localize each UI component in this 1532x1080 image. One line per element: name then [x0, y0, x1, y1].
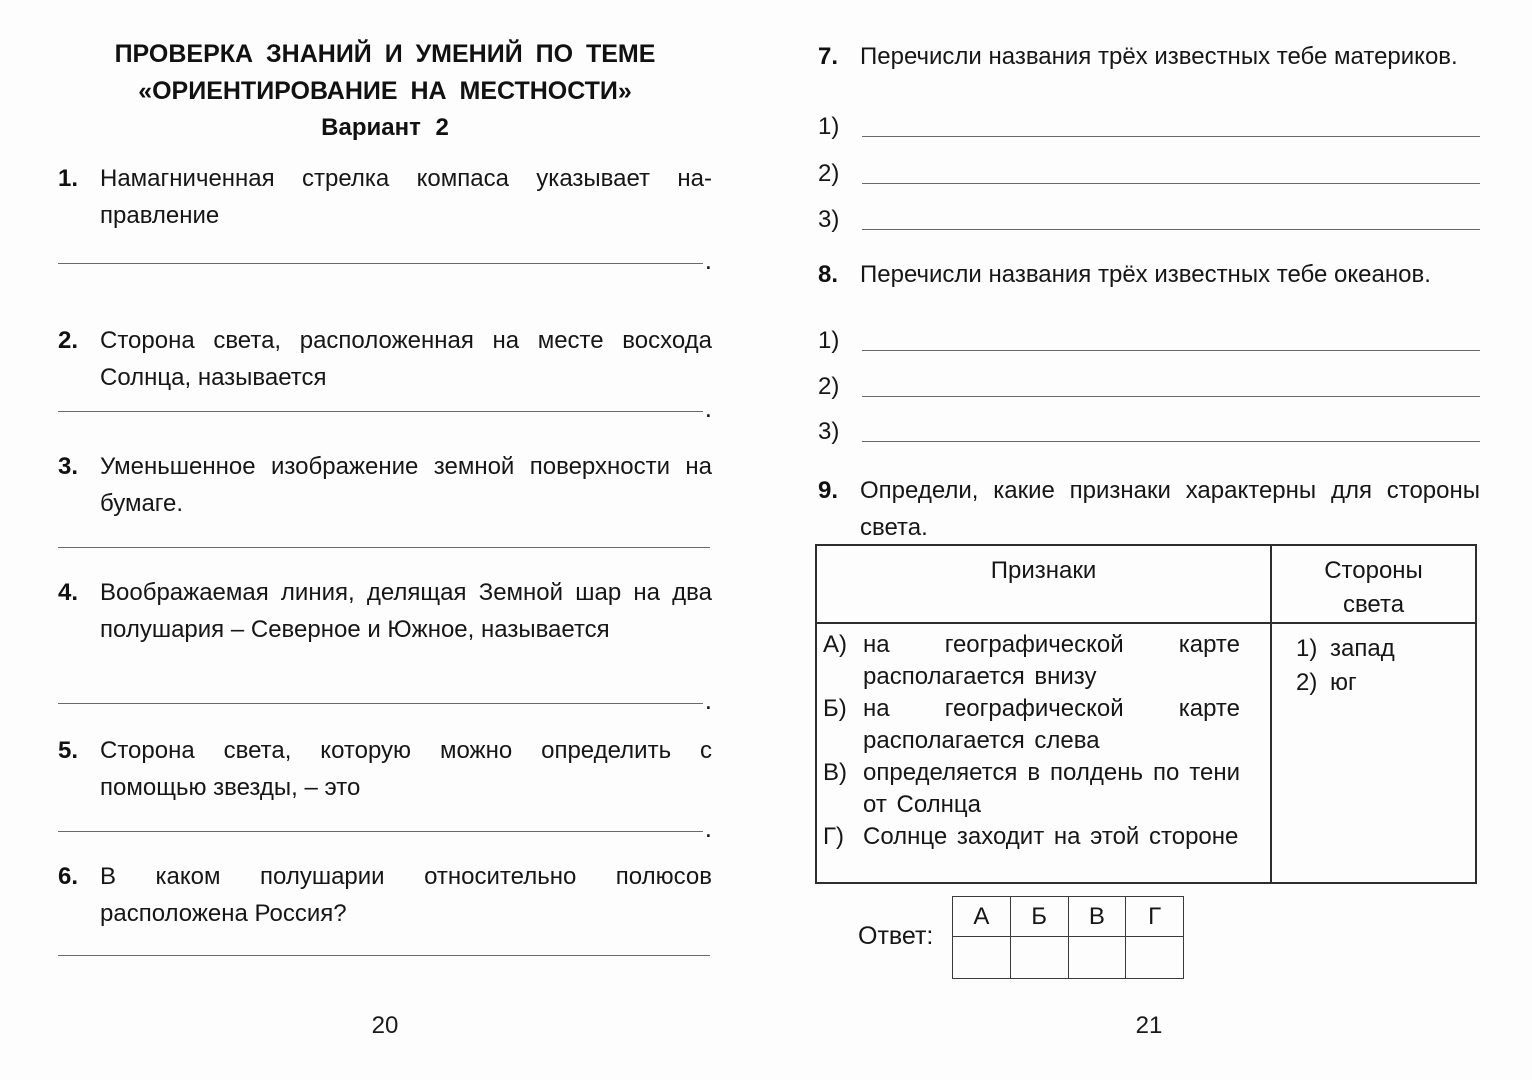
q7-blank-3[interactable]: [818, 203, 1480, 235]
side-number: 1): [1296, 635, 1318, 662]
answer-label: Ответ:: [858, 922, 934, 950]
page-number-left: 20: [371, 1012, 399, 1039]
blank-number: 2): [818, 373, 840, 400]
question-text: Перечисли названия трёх известных тебе материков.: [860, 43, 1458, 70]
right-page: [818, 0, 1480, 1080]
question-text: Сторона света, которую можно определить с помощью звезды, – это: [100, 737, 712, 801]
page-number-right: 21: [1135, 1012, 1163, 1039]
answer-blank-q4[interactable]: [58, 674, 712, 715]
question-4: [58, 574, 712, 648]
answer-col-a: А: [953, 897, 1011, 937]
question-text: Уменьшенное изображение земной поверхности на бумаге.: [100, 453, 712, 517]
question-6: [58, 858, 712, 932]
feature-item-b: [823, 693, 1240, 757]
write-in-line[interactable]: [58, 955, 710, 956]
question-number: 5.: [58, 737, 79, 764]
question-5: [58, 732, 712, 806]
side-number: 2): [1296, 669, 1318, 696]
feature-label: А): [823, 631, 847, 658]
test-title-line2: «ОРИЕНТИРОВАНИЕ НА МЕСТНОСТИ»: [138, 77, 632, 105]
answer-grid: [952, 896, 1184, 979]
feature-item-g: [823, 821, 1240, 853]
question-number: 3.: [58, 453, 79, 480]
write-in-line[interactable]: [862, 229, 1480, 230]
trailing-period: .: [704, 813, 712, 843]
feature-item-v: [823, 757, 1240, 821]
answer-col-v: В: [1068, 897, 1126, 937]
feature-text: на географической карте располагается внизу: [863, 631, 1240, 690]
answer-cell-b[interactable]: [1010, 937, 1068, 979]
question-7: [818, 38, 1480, 75]
question-text: Намагниченная стрелка компаса указывает направление: [100, 165, 712, 229]
write-in-line[interactable]: [58, 831, 703, 832]
write-in-line[interactable]: [58, 703, 703, 704]
trailing-period: .: [704, 393, 712, 423]
write-in-line[interactable]: [862, 441, 1480, 442]
question-number: 6.: [58, 863, 79, 890]
answer-col-b: Б: [1010, 897, 1068, 937]
feature-text: на географической карте располагается слева: [863, 695, 1240, 754]
side-item-1: [1296, 632, 1469, 666]
answer-blank-q2[interactable]: [58, 382, 712, 423]
write-in-line[interactable]: [862, 183, 1480, 184]
write-in-line[interactable]: [58, 547, 710, 548]
question-text: В каком полушарии относительно полюсов расположена Россия?: [100, 863, 712, 927]
side-text: запад: [1330, 635, 1395, 662]
write-in-line[interactable]: [862, 396, 1480, 397]
test-title-line1: ПРОВЕРКА ЗНАНИЙ И УМЕНИЙ ПО ТЕМЕ: [114, 40, 656, 68]
sides-cell: [1271, 623, 1476, 883]
q7-blank-1[interactable]: [818, 110, 1480, 142]
features-cell: [816, 623, 1271, 883]
feature-label: В): [823, 759, 847, 786]
q8-blank-3[interactable]: [818, 415, 1480, 447]
write-in-line[interactable]: [862, 350, 1480, 351]
q8-blank-1[interactable]: [818, 324, 1480, 356]
trailing-period: .: [704, 245, 712, 275]
variant-title: Вариант 2: [321, 114, 449, 141]
write-in-line[interactable]: [862, 136, 1480, 137]
q8-blank-2[interactable]: [818, 370, 1480, 402]
answer-blank-q5[interactable]: [58, 802, 712, 843]
feature-label: Б): [823, 695, 847, 722]
blank-number: 3): [818, 206, 840, 233]
question-number: 9.: [818, 477, 839, 504]
question-number: 1.: [58, 165, 79, 192]
question-text: Перечисли названия трёх известных тебе океанов.: [860, 261, 1431, 288]
trailing-period: .: [704, 685, 712, 715]
question-number: 8.: [818, 261, 839, 288]
blank-number: 3): [818, 418, 840, 445]
question-8: [818, 256, 1480, 293]
write-in-line[interactable]: [58, 411, 703, 412]
blank-number: 1): [818, 327, 840, 354]
answer-col-g: Г: [1126, 897, 1184, 937]
table-header-sides: Стороны света: [1271, 545, 1476, 623]
answer-blank-q6[interactable]: [58, 926, 712, 956]
table-header-features: Признаки: [816, 545, 1271, 623]
answer-blank-q3[interactable]: [58, 518, 712, 548]
feature-item-a: [823, 629, 1240, 693]
question-number: 4.: [58, 579, 79, 606]
question-3: [58, 448, 712, 522]
question-text: Сторона света, расположенная на месте восхода Солнца, называется: [100, 327, 712, 391]
side-text: юг: [1330, 669, 1357, 696]
feature-label: Г): [823, 823, 844, 850]
side-item-2: [1296, 666, 1469, 700]
features-sides-table: [815, 544, 1477, 884]
question-text: Воображаемая линия, делящая Земной шар на два полушария – Северное и Южное, называется: [100, 579, 712, 643]
question-text: Определи, какие признаки характерны для стороны света.: [860, 477, 1480, 541]
answer-blank-q1[interactable]: [58, 234, 712, 275]
question-number: 2.: [58, 327, 79, 354]
answer-cell-a[interactable]: [953, 937, 1011, 979]
feature-text: Солнце заходит на этой стороне: [863, 823, 1239, 850]
blank-number: 1): [818, 113, 840, 140]
question-number: 7.: [818, 43, 839, 70]
left-page: [58, 0, 712, 1080]
blank-number: 2): [818, 160, 840, 187]
answer-cell-g[interactable]: [1126, 937, 1184, 979]
question-1: [58, 160, 712, 234]
q7-blank-2[interactable]: [818, 157, 1480, 189]
answer-cell-v[interactable]: [1068, 937, 1126, 979]
feature-text: определяется в полдень по тени от Солнца: [863, 759, 1240, 818]
question-9: [818, 472, 1480, 546]
write-in-line[interactable]: [58, 263, 703, 264]
